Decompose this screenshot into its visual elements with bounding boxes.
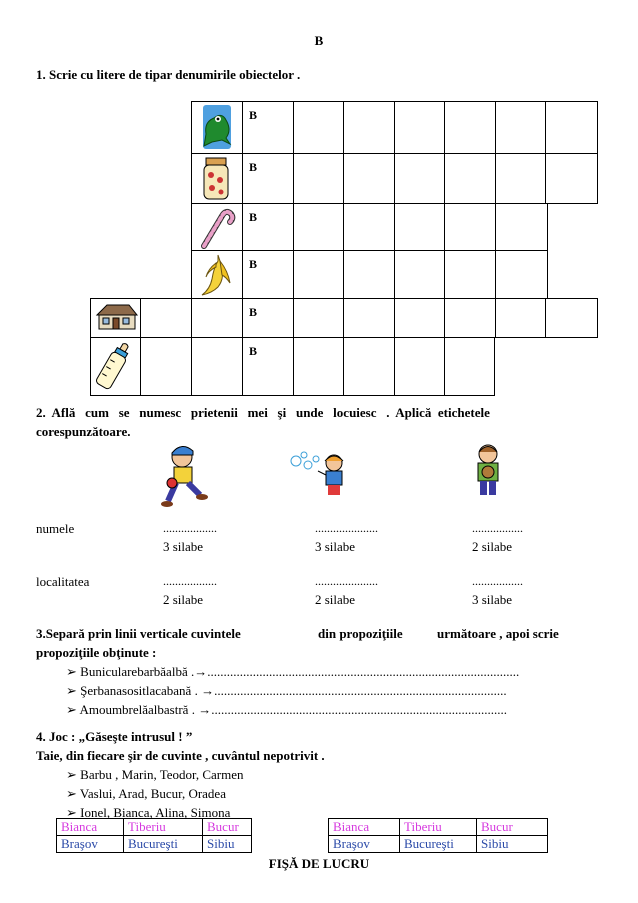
label-name-cell[interactable]: Tiberiu [400,819,477,836]
crossword-cell[interactable] [140,337,192,396]
given-letter: B [249,257,258,271]
crossword-cell[interactable] [495,203,549,251]
q3-instruction-part2: din propoziţiile [318,626,403,641]
crossword-cell-letter [242,337,294,396]
crossword-cell[interactable] [545,101,598,154]
crossword-cell[interactable] [191,337,243,396]
crossword-cell[interactable] [293,298,345,338]
label-place-cell[interactable]: Sibiu [203,836,252,853]
q4-item-3: ➢ Ionel, Bianca, Alina, Simona [66,805,231,820]
crossword-cell[interactable] [495,250,549,299]
crossword-cell[interactable] [394,337,446,396]
crossword-cell[interactable] [343,337,395,396]
label-place-cell[interactable]: Bucureşti [400,836,477,853]
syllables-name-1: 3 silabe [163,539,204,554]
crossword-cell[interactable] [495,101,547,154]
q3-item-3: ➢ Amoumbrelăalbastră . →........................................................................................... [66,702,507,717]
q4-instruction: Taie, din fiecare şir de cuvinte , cuvântul nepotrivit . [36,748,325,763]
blank-name-1[interactable]: .................. [163,521,217,535]
crossword-cell[interactable] [293,153,345,204]
label-name-cell[interactable]: Bucur [203,819,252,836]
given-letter: B [249,108,258,122]
baby-bottle-icon [93,340,133,399]
label-name-cell[interactable]: Tiberiu [124,819,203,836]
q4-item-1-text[interactable]: Barbu , Marin, Teodor, Carmen [80,767,244,782]
q4-item-2-text[interactable]: Vaslui, Arad, Bucur, Oradea [79,786,226,801]
crossword-cell[interactable] [545,298,598,338]
crossword-cell[interactable] [140,298,192,338]
label-names: numele [36,521,75,536]
labels-table-left [56,818,252,853]
syllables-place-2: 2 silabe [315,592,356,607]
crossword-cell[interactable] [495,298,547,338]
crossword-cell[interactable] [191,298,243,338]
crossword-cell[interactable] [343,298,395,338]
q4-item-3-text[interactable]: Ionel, Bianca, Alina, Simona [80,805,231,820]
crossword-cell[interactable] [444,337,495,396]
q4-item-2: ➢ Vaslui, Arad, Bucur, Oradea [66,786,226,801]
label-name-cell[interactable]: Bianca [329,819,400,836]
crossword-cell[interactable] [394,250,446,299]
crossword-cell[interactable] [394,153,446,204]
q3-instruction-part1: 3.Separă prin linii verticale cuvintele [36,626,241,641]
frog-icon [196,104,238,155]
footer-title: FIŞĂ DE LUCRU [268,856,370,871]
candy-cane-icon [196,206,236,255]
blank-place-3[interactable]: ................. [472,574,523,588]
q3-item-1: ➢ Bunicularebarbăalbă .→................................................................................................ [66,664,520,679]
crossword-cell[interactable] [293,203,345,251]
crossword-cell[interactable] [343,153,395,204]
crossword-cell[interactable] [495,153,547,204]
label-place-cell[interactable]: Sibiu [477,836,548,853]
house-icon [93,301,139,336]
given-letter: B [249,160,258,174]
girl-bubbles-icon [290,451,352,499]
page-title: B [314,33,324,48]
given-letter: B [249,210,258,224]
q4-item-1: ➢ Barbu , Marin, Teodor, Carmen [66,767,244,782]
boy-kicking-icon [160,443,210,511]
blank-name-3[interactable]: ................. [472,521,523,535]
crossword-cell[interactable] [343,250,395,299]
syllables-place-3: 3 silabe [472,592,513,607]
crossword-cell-letter [242,298,294,338]
crossword-cell[interactable] [394,101,446,154]
label-place-cell[interactable]: Braşov [57,836,124,853]
q2-instruction-line2: corespunzătoare. [36,424,131,439]
crossword-cell[interactable] [444,250,496,299]
label-name-cell[interactable]: Bianca [57,819,124,836]
q3-instruction-line2: propoziţiile obţinute : [36,645,157,660]
crossword-cell-letter [242,101,294,154]
labels-table-right [328,818,548,853]
banana-icon [196,253,236,304]
syllables-place-1: 2 silabe [163,592,204,607]
crossword-cell-letter [242,153,294,204]
crossword-cell[interactable] [293,101,345,154]
syllables-name-3: 2 silabe [472,539,513,554]
crossword-cell[interactable] [545,153,598,204]
crossword-cell[interactable] [444,203,496,251]
crossword-cell[interactable] [293,337,345,396]
crossword-cell-letter [242,203,294,251]
crossword-cell[interactable] [394,203,446,251]
q3-item-2-text[interactable]: Şerbanasositlacabană . →.......................................................................................... [80,683,507,698]
q2-instruction-line1: 2. Află cum se numesc prietenii mei şi unde locuiesc . Aplică etichetele [36,405,490,420]
crossword-cell[interactable] [444,153,496,204]
given-letter: B [249,305,258,319]
crossword-cell[interactable] [343,101,395,154]
boy-with-teddy-icon [470,443,506,499]
crossword-cell-letter [242,250,294,299]
label-place-cell[interactable]: Bucureşti [124,836,203,853]
crossword-cell[interactable] [343,203,395,251]
jar-icon [196,156,236,207]
label-place-cell[interactable]: Braşov [329,836,400,853]
label-places: localitatea [36,574,90,589]
label-name-cell[interactable]: Bucur [477,819,548,836]
q1-instruction: 1. Scrie cu litere de tipar denumirile obiectelor . [36,67,301,82]
crossword-cell[interactable] [444,298,496,338]
crossword-cell[interactable] [394,298,446,338]
syllables-name-2: 3 silabe [315,539,356,554]
q3-item-1-text[interactable]: Bunicularebarbăalbă .→................................................................................................ [80,664,520,679]
crossword-cell[interactable] [293,250,345,299]
crossword-cell[interactable] [444,101,496,154]
given-letter: B [249,344,258,358]
blank-place-1[interactable]: .................. [163,574,217,588]
blank-name-2[interactable]: ..................... [315,521,378,535]
blank-place-2[interactable]: ..................... [315,574,378,588]
q4-title: 4. Joc : „Găseşte intrusul ! ” [36,729,193,744]
q3-instruction-part3: următoare , apoi scrie [437,626,559,641]
q3-item-3-text[interactable]: Amoumbrelăalbastră . →........................................................................................... [79,702,507,717]
q3-item-2: ➢ Şerbanasositlacabană . →.......................................................................................... [66,683,507,698]
